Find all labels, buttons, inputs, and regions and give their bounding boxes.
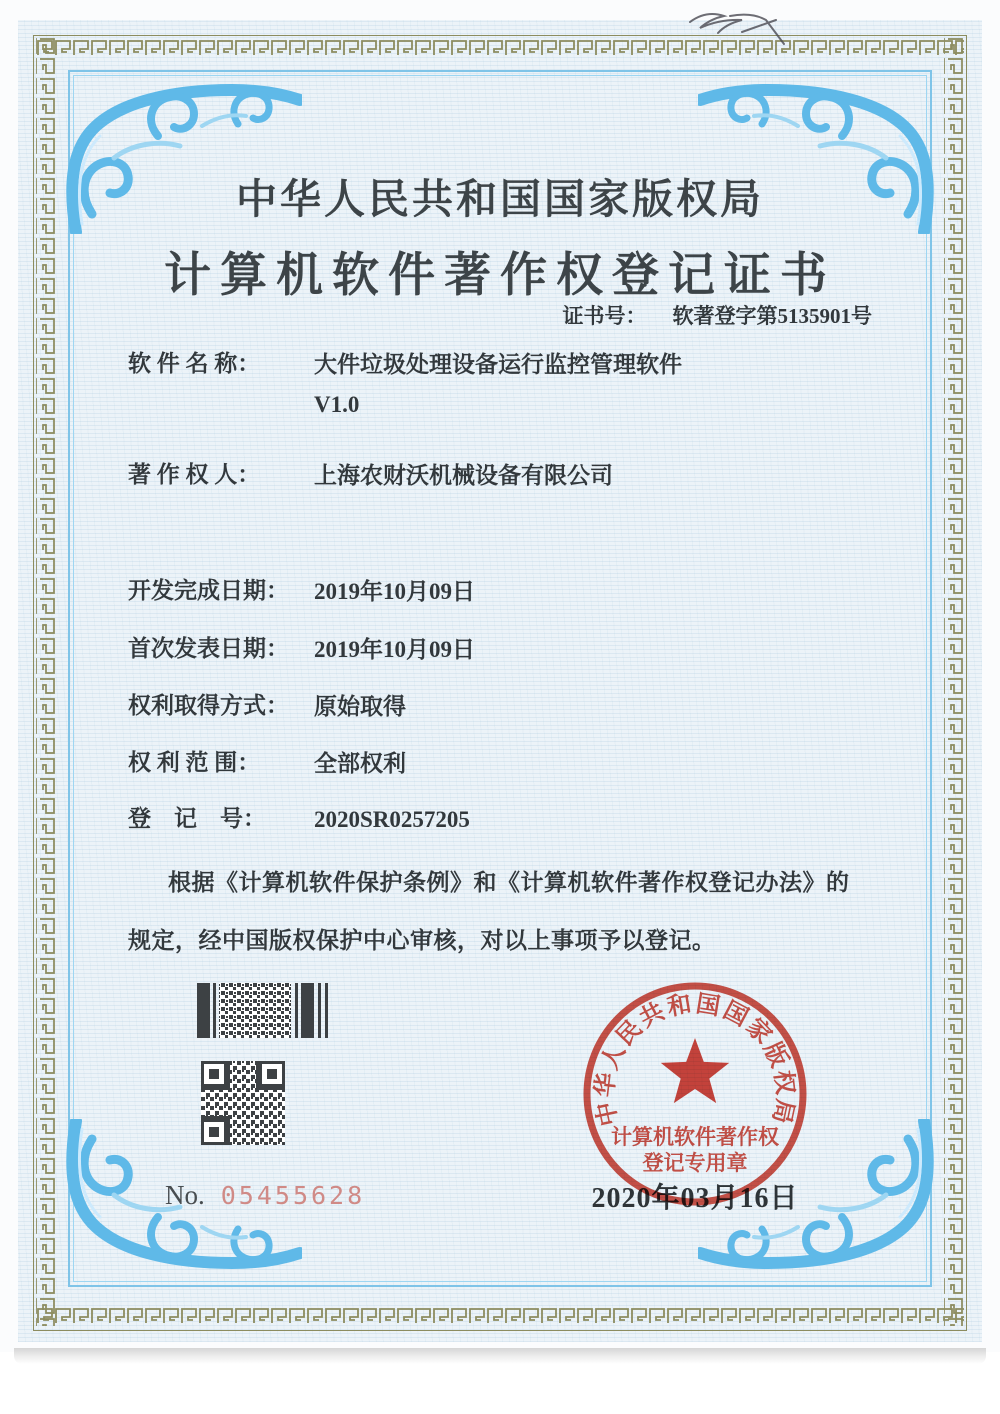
certificate-number-label: 证书号：	[562, 304, 647, 328]
field-label: 开发完成日期：	[128, 578, 289, 603]
issuer-title: 中华人民共和国国家版权局	[236, 176, 764, 222]
greek-key-border-right	[944, 38, 964, 1326]
field-label: 首次发表日期：	[128, 636, 289, 661]
greek-key-border-top	[36, 38, 964, 58]
issue-date: 2020年03月16日	[591, 1183, 799, 1214]
paper-edge-shadow	[14, 1348, 986, 1364]
field-value: 2020SR0257205	[314, 807, 470, 832]
barcode	[197, 983, 343, 1043]
statement-line-2: 规定，经中国版权保护中心审核，对以上事项予以登记。	[128, 928, 716, 953]
certificate-number-line	[0, 300, 872, 330]
field-label: 权利取得方式：	[128, 693, 289, 718]
qr-code	[201, 1061, 285, 1150]
field-value: 原始取得	[314, 694, 406, 719]
handwritten-mark	[672, 2, 802, 55]
seal-ring-text: 中华人民共和国国家版权局	[592, 991, 798, 1129]
field-row-rights-acquisition	[128, 687, 888, 727]
certificate-number-value: 软著登字第5135901号	[672, 304, 872, 328]
field-label: 软 件 名 称：	[128, 351, 261, 376]
field-row-copyright-owner	[128, 456, 888, 496]
field-value: 上海农财沃机械设备有限公司	[314, 463, 613, 488]
greek-key-border-left	[36, 38, 56, 1326]
serial-number: 05455628	[220, 1181, 366, 1210]
field-row-dev-complete-date	[128, 572, 888, 612]
seal-line2: 登记专用章	[642, 1151, 748, 1175]
seal-line1: 计算机软件著作权	[611, 1125, 779, 1149]
greek-key-border-bottom	[36, 1306, 964, 1326]
field-value: 大件垃圾处理设备运行监控管理软件 V1.0	[314, 345, 682, 425]
field-value: 2019年10月09日	[314, 637, 475, 662]
software-version: V1.0	[314, 392, 360, 417]
document-title: 计算机软件著作权登记证书	[164, 250, 836, 302]
field-row-registration-number	[128, 800, 888, 840]
statement-line-1: 根据《计算机软件保护条例》和《计算机软件著作权登记办法》的	[168, 870, 850, 895]
serial-prefix: No.	[165, 1180, 205, 1210]
field-label: 权 利 范 围：	[128, 750, 261, 775]
field-row-first-publish-date	[128, 630, 888, 670]
field-row-rights-scope	[128, 744, 888, 784]
official-seal	[575, 976, 815, 1221]
field-label: 著 作 权 人：	[128, 462, 261, 487]
field-label: 登 记 号：	[128, 806, 266, 831]
star-icon	[661, 1038, 729, 1103]
serial-number-line	[165, 1180, 365, 1211]
field-value: 2019年10月09日	[314, 579, 475, 604]
field-row-software-name	[128, 345, 888, 425]
field-value: 全部权利	[314, 751, 406, 776]
